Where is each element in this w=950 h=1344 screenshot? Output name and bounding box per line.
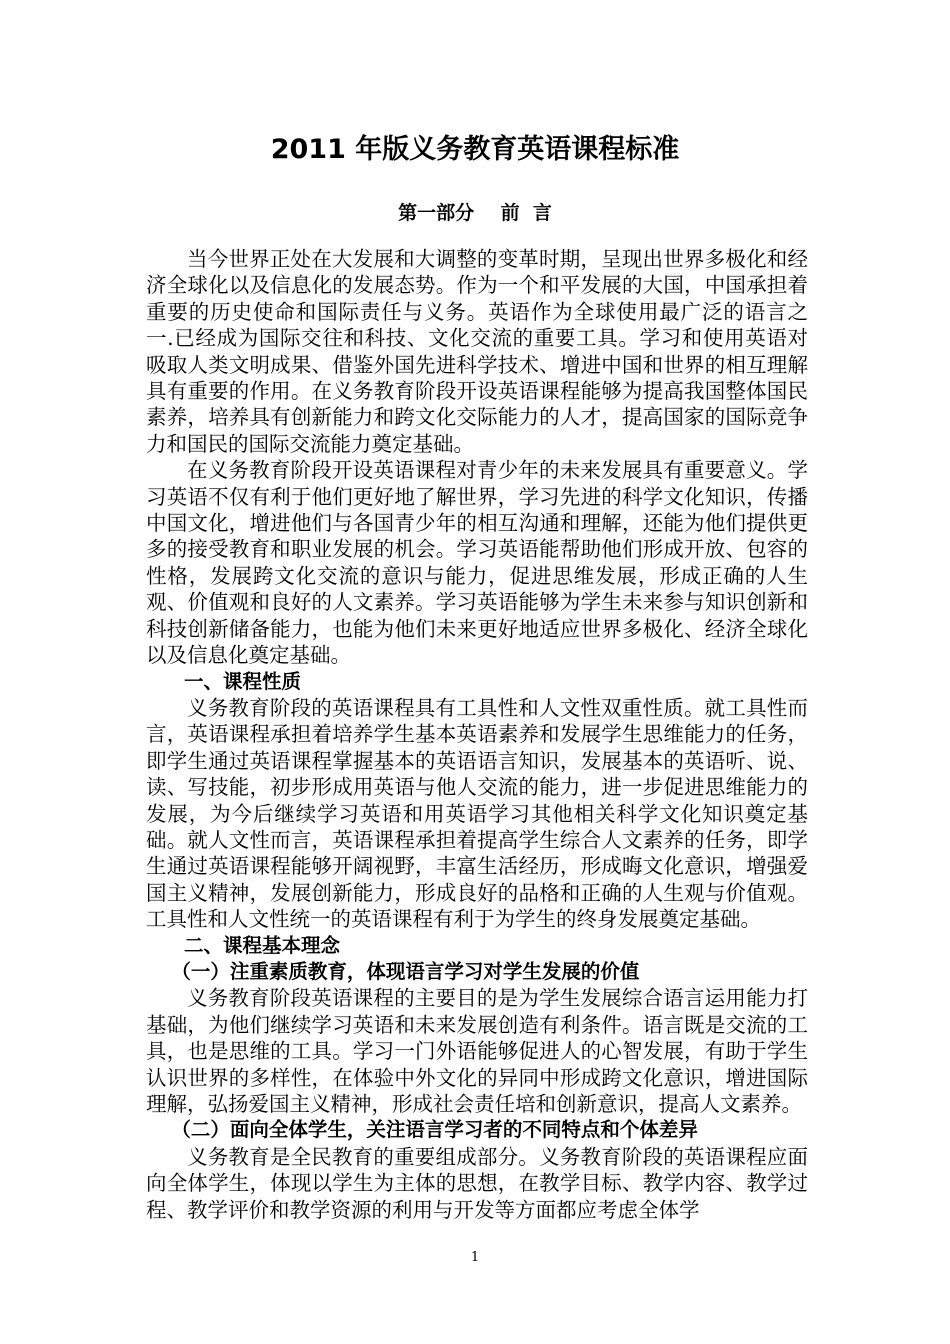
section-heading-basic-concepts: 二、课程基本理念 — [184, 933, 341, 957]
part-title: 第一部分 前 言 — [398, 202, 552, 224]
course-nature-paragraph: 义务教育阶段的英语课程具有工具性和人文性双重性质。就工具性而言，英语课程承担着培养学生基本英语素养和发展学生思维能力的任务，即学生通过英语课程掌握基本的英语语言知识，发展基本的英语听、说、读、写技能，初步形成用英语与他人交流的能力，进一步促进思维能力的发展，为今后继续学习英语和用英语学习其他相关科学文化知识奠定基础。就人文性而言，英语课程承担着提高学生综合人文素养的任务，即学生通过英语课程能够开阔视野，丰富生活经历，形成晦文化意识，增强爱国主义精神，发展创新能力，形成良好的品格和正确的人生观与价值观。工具性和人文性统一的英语课程有利于为学生的终身发展奠定基础。 — [146, 695, 808, 932]
subsection-heading-2: （二）面向全体学生，关注语言学习者的不同特点和个体差异 — [171, 1118, 698, 1142]
section-heading-course-nature: 一、课程性质 — [184, 669, 302, 693]
subsection-paragraph-1: 义务教育阶段英语课程的主要目的是为学生发展综合语言运用能力打基础，为他们继续学习英语和未来发展创造有利条件。语言既是交流的工具，也是思维的工具。学习一门外语能够促进人的心智发展，有助于学生认识世界的多样性，在体验中外文化的异同中形成跨文化意识，增进国际理解，弘扬爱国主义精神，形成社会责任培和创新意识，提高人文素养。 — [146, 986, 808, 1116]
document-body — [146, 246, 808, 1223]
subsection-paragraph-2: 义务教育是全民教育的重要组成部分。义务教育阶段的英语课程应面向全体学生，体现以学生为主体的思想，在教学目标、教学内容、教学过程、教学评价和教学资源的利用与开发等方面都应考虑全体学 — [146, 1144, 808, 1222]
document-title: 2011 年版义务教育英语课程标准 — [270, 134, 680, 165]
intro-paragraph-1: 当今世界正处在大发展和大调整的变革时期，呈现出世界多极化和经济全球化以及信息化的发展态势。作为一个和平发展的大国，中国承担着重要的历史使命和国际责任与义务。英语作为全球使用最广泛的语言之一.已经成为国际交往和科技、文化交流的重要工具。学习和使用英语对吸取人类文明成果、借鉴外国先进科学技术、增进中国和世界的相互理解具有重要的作用。在义务教育阶段开设英语课程能够为提高我国整体国民素养，培养具有创新能力和跨文化交际能力的人才，提高国家的国际竞争力和国民的国际交流能力奠定基础。 — [146, 247, 808, 456]
subsection-heading-1: （一）注重素质教育，体现语言学习对学生发展的价值 — [171, 959, 640, 983]
page-number: 1 — [470, 1250, 480, 1265]
intro-paragraph-2: 在义务教育阶段开设英语课程对青少年的未来发展具有重要意义。学习英语不仅有利于他们更好地了解世界，学习先进的科学文化知识，传播中国文化，增进他们与各国青少年的相互沟通和理解，还能为他们提供更多的接受教育和职业发展的机会。学习英语能帮助他们形成开放、包容的性格，发展跨文化交流的意识与能力，促进思维发展，形成正确的人生观、价值观和良好的人文素养。学习英语能够为学生未来参与知识创新和科技创新储备能力，也能为他们未来更好地适应世界多极化、经济全球化以及信息化奠定基础。 — [146, 458, 808, 668]
